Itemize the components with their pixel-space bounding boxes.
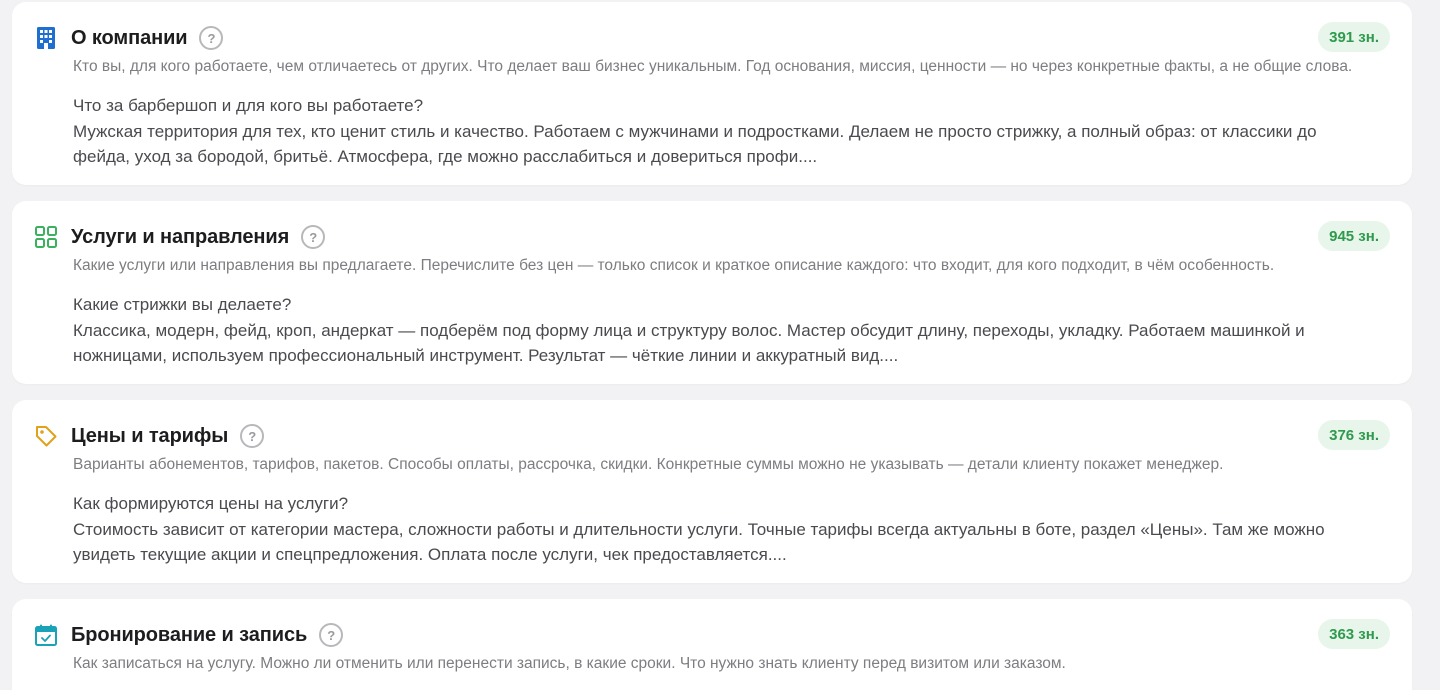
section-content[interactable] (73, 292, 1353, 369)
section-card-prices[interactable] (12, 400, 1412, 583)
section-hint: Кто вы, для кого работаете, чем отличаетесь от других. Что делает ваш бизнес уникальным. Год основания, миссия, ценности — но через конкретные факты, а не общие слова. (73, 58, 1353, 75)
section-header (34, 621, 343, 649)
section-title: Цены и тарифы (71, 424, 229, 447)
help-icon[interactable]: ? (199, 26, 223, 50)
section-hint: Какие услуги или направления вы предлагаете. Перечислите без цен — только список и краткое описание каждого: что входит, для кого подходит, в чём особенность. (73, 257, 1275, 274)
section-card-services[interactable] (12, 201, 1412, 384)
section-card-booking[interactable] (12, 599, 1412, 690)
calendar-check-icon (34, 623, 58, 647)
help-icon[interactable]: ? (240, 424, 264, 448)
section-hint: Как записаться на услугу. Можно ли отменить или перенести запись, в какие сроки. Что нужно знать клиенту перед визитом или заказом. (73, 655, 1066, 672)
section-content[interactable] (73, 93, 1353, 170)
price-tag-icon (34, 424, 58, 448)
section-header (34, 223, 325, 251)
section-header (34, 422, 264, 450)
section-hint: Варианты абонементов, тарифов, пакетов. Способы оплаты, рассрочка, скидки. Конкретные суммы можно не указывать — детали клиенту покажет менеджер. (73, 456, 1224, 473)
building-icon (34, 26, 58, 50)
content-answer: Стоимость зависит от категории мастера, сложности работы и длительности услуги. Точные тарифы всегда актуальны в боте, раздел «Цены». Там же можно увидеть текущие акции и спецпредложения. Оплата после услуги, чек предоставляется.... (73, 519, 1325, 564)
char-count-badge: 945 зн. (1318, 221, 1390, 251)
section-title: Бронирование и запись (71, 623, 308, 646)
grid-icon (34, 225, 58, 249)
help-icon[interactable]: ? (301, 225, 325, 249)
char-count-badge: 363 зн. (1318, 619, 1390, 649)
content-question: Как формируются цены на услуги? (73, 494, 349, 513)
content-question: Какие стрижки вы делаете? (73, 295, 292, 314)
section-title: О компании (71, 26, 188, 49)
content-answer: Мужская территория для тех, кто ценит стиль и качество. Работаем с мужчинами и подростками. Делаем не просто стрижку, а полный образ: от классики до фейда, уход за бородой, бритьё. Атмосфера, где можно расслабиться и довериться профи.... (73, 121, 1317, 166)
section-content[interactable] (73, 491, 1353, 568)
section-card-about[interactable] (12, 2, 1412, 185)
section-header (34, 24, 223, 52)
help-icon[interactable]: ? (319, 623, 343, 647)
content-answer: Классика, модерн, фейд, кроп, андеркат — подберём под форму лица и структуру волос. Мастер обсудит длину, переходы, укладку. Работаем машинкой и ножницами, используем профессиональный инструмент. Результат — чёткие линии и аккуратный вид.... (73, 320, 1305, 365)
char-count-badge: 376 зн. (1318, 420, 1390, 450)
section-title: Услуги и направления (71, 225, 290, 248)
content-question: Что за барбершоп и для кого вы работаете? (73, 96, 424, 115)
char-count-badge: 391 зн. (1318, 22, 1390, 52)
